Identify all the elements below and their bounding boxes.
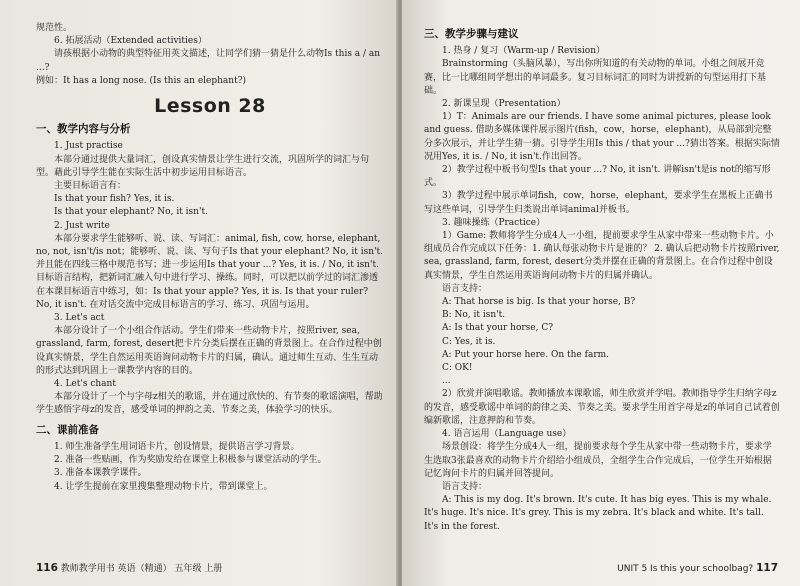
paragraph: Brainstorming（头脑风暴），写出你所知道的有关动物的单词。小组之间展开竞赛，比一比哪组同学想出的单词最多。复习目标词汇的同时为讲授新的句型运用打下基础。	[424, 59, 767, 96]
list-item: 3. 准备本课教学课件。	[54, 468, 147, 479]
footer-text: 教师教学用书 英语（精通） 五年级 上册	[60, 563, 223, 574]
dialogue-line: A: Is that your horse, C?	[442, 323, 554, 334]
dialogue-line: B: No, it isn't.	[442, 310, 506, 321]
footer-text: UNIT 5 Is this your schoolbag?	[617, 563, 754, 574]
text-line: 请孩根据小动物的典型特征用英文描述，让同学们猜一猜是什么动物Is this a / an ...?	[36, 49, 381, 73]
subheading: 2. Just write	[54, 220, 110, 231]
lesson-title: Lesson 28	[154, 95, 266, 118]
subheading: 4. Let's chant	[54, 379, 116, 390]
dialogue-line: C: Yes, it is.	[442, 336, 496, 347]
subheading: 3. 趣味操练（Practice）	[442, 217, 546, 228]
text-line: 规范性。	[36, 23, 73, 33]
paragraph: 2）教学过程中板书句型Is that your ...? No, it isn't. 讲解isn't是is not的缩写形式。	[424, 165, 771, 189]
text-line: 语言支持：	[442, 283, 488, 294]
section-heading: 二、课前准备	[36, 423, 99, 436]
paragraph: 本部分要求学生能够听、说、读、写词汇：animal, fish, cow, horse, elephant, no, not, isn't/is not；能够听、说、读、写句子Is that your elephant? No, it isn't. 并且能在四线三格中规范书写；进一步运用Is that your ...? Yes, it is. / No, it isn't.目标语言结构，把新词汇融入句中进行学习、操练。同时，可以把以前学过的词汇渗透在本课目标语言中练习，如：Is that your apple? Yes, it is. Is that your ruler? No, it isn't. 在对话交流中完成目标语言的学习、练习、巩固与运用。	[36, 233, 384, 310]
dialogue-line: ...	[442, 376, 451, 387]
text-line: 语言支持：	[442, 481, 488, 492]
paragraph: 场景创设：将学生分成4人一组，提前要求每个学生从家中带一些动物卡片，要求学生选取3张最喜欢的动物卡片介绍给小组成员，全组学生合作完成后，一位学生开始根据记忆询问卡片的归属并回答提问。	[424, 442, 772, 479]
subheading: 1. Just practise	[54, 141, 123, 152]
example-sentence: Is that your elephant? No, it isn't.	[54, 207, 208, 218]
text-line: 例如：It has a long nose. (Is this an elephant?)	[36, 75, 247, 86]
page-footer	[36, 562, 222, 576]
list-item: 4. 让学生提前在家里搜集整理动物卡片，带到课堂上。	[54, 481, 273, 492]
text-line: 6. 拓展活动（Extended activities）	[54, 36, 207, 47]
dialogue-line: A: Put your horse here. On the farm.	[442, 349, 610, 360]
subheading: 2. 新课呈现（Presentation）	[442, 99, 566, 110]
paragraph: 本部分设计了一个与字母z相关的歌谣，并在通过欣快的、有节奏的歌谣演唱，帮助学生感悟字母z的发音，感受单词的押韵之美、节奏之美，体验学习的快乐。	[36, 392, 383, 416]
list-item: 1. 师生准备学生用词语卡片，创设情景，提供语言学习背景。	[54, 441, 300, 452]
subheading: 1. 热身 / 复习（Warm-up / Revision）	[442, 46, 606, 57]
subheading: 4. 语言运用（Language use）	[442, 429, 572, 440]
left-page	[0, 0, 398, 586]
page-number: 117	[756, 561, 778, 574]
text-line: 主要目标语言有：	[54, 181, 127, 192]
paragraph: 本部分通过提供大量词汇，创设真实情景让学生进行交流，巩固所学的词汇与句型。藉此引导学生能在实际生活中初步运用目标语言。	[36, 154, 370, 178]
page-footer	[617, 562, 778, 576]
example-sentence: Is that your fish? Yes, it is.	[54, 194, 175, 205]
right-page	[402, 0, 800, 586]
paragraph: 1）Game: 教师将学生分成4人一小组，提前要求学生从家中带来一些动物卡片。小组成员合作完成以下任务：1. 确认每张动物卡片是谁的？ 2. 确认后把动物卡片按照river, sea, grassland, farm, forest, desert分类并摆在正确的背景图上。在合作过程中创设真实情景，学生自然运用英语询问动物卡片的归属并确认。	[424, 231, 780, 281]
subheading: 3. Let's act	[54, 313, 105, 324]
paragraph: 1）T：Animals are our friends. I have some animal pictures, please look and guess. 借助多媒体课件展示图片(fish，cow，horse，elephant)，从局部到完整分多次展示，并让学生猜一猜。引导学生用Is this / that your ...?猜出答案。根据实际情况用Yes, it is. / No, it isn't.作出回答。	[424, 112, 780, 162]
page-number: 116	[36, 561, 58, 574]
paragraph: 2）欣赏并演唱歌谣。教师播放本课歌谣，师生欣赏并学唱。教师指导学生归纳字母z的发音，感受歌谣中单词的韵律之美、节奏之美。要求学生用首字母是z的单词自己试着创编新歌谣，注意押韵和节奏。	[424, 389, 780, 426]
list-item: 2. 准备一些贴画，作为奖励发给在课堂上积极参与课堂活动的学生。	[54, 455, 327, 466]
paragraph: 本部分设计了一个小组合作活动。学生们带来一些动物卡片，按照river, sea, grassland, farm, forest, desert把卡片分类后摆在正确的背景图上。在合作过程中创设真实情景，学生自然运用英语询问动物卡片的归属，确认。通过师生互动、生生互动的形式达到巩固上一课教学内容的目的。	[36, 326, 382, 376]
paragraph: 3）教学过程中展示单词fish，cow，horse，elephant，要求学生在黑板上正确书写这些单词，引导学生归类说出单词animal并板书。	[424, 191, 773, 215]
dialogue-line: C: OK!	[442, 363, 473, 374]
section-heading: 三、教学步骤与建议	[424, 28, 519, 40]
section-heading: 一、教学内容与分析	[36, 123, 131, 136]
paragraph: A: This is my dog. It's brown. It's cute. It has big eyes. This is my whale. It's huge. It's nice. It's grey. This is my zebra. It's black and white. It's tall. It's in the forest.	[424, 495, 772, 532]
dialogue-line: A: That horse is big. Is that your horse, B?	[442, 297, 636, 308]
